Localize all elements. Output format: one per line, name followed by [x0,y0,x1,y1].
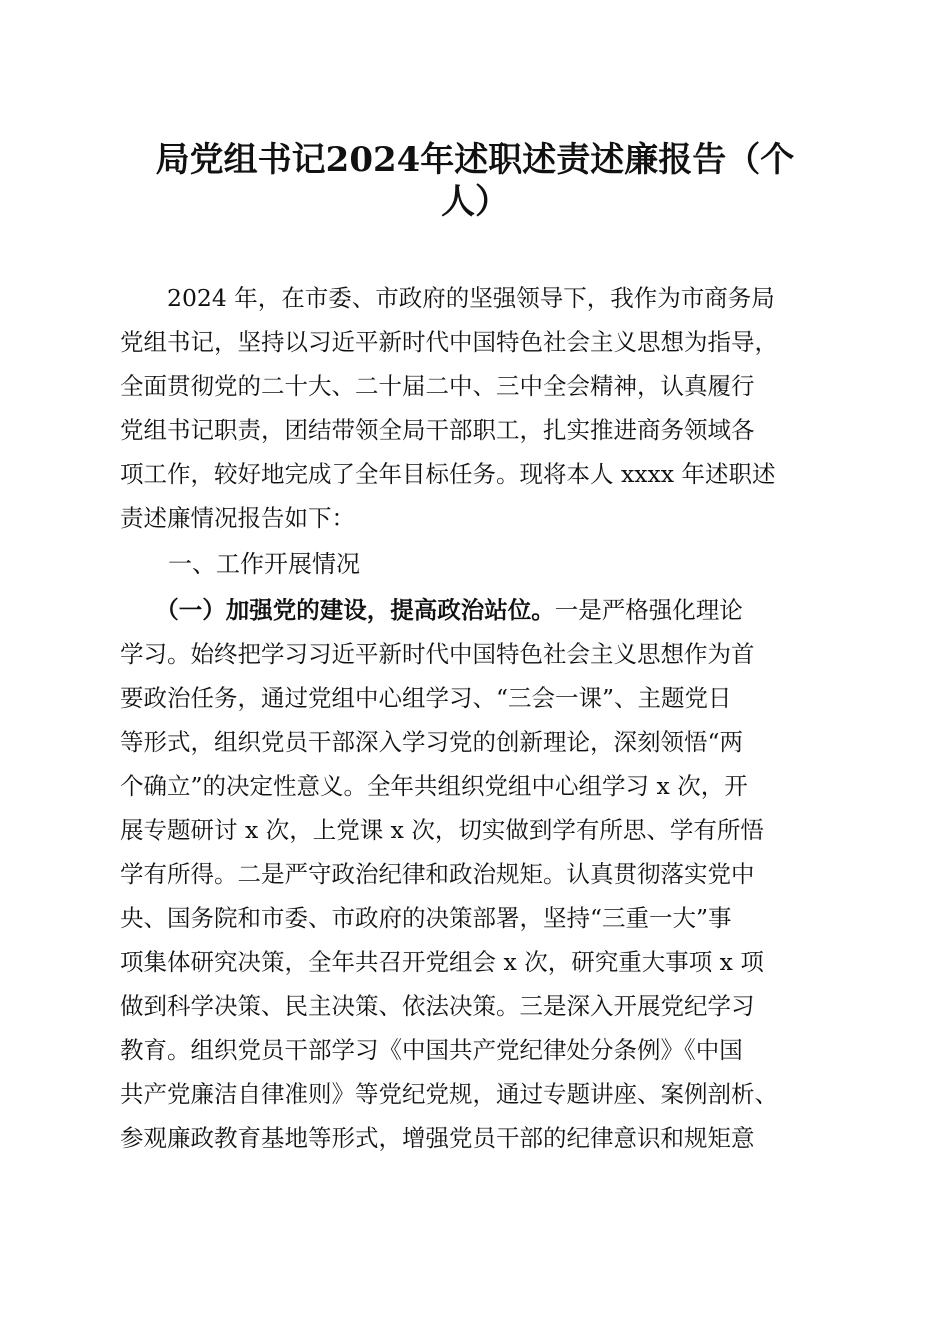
subsection-lead: （一）加强党的建设，提高政治站位。 [120,596,555,624]
intro-line: 项工作，较好地完成了全年目标任务。现将本人 xxxx 年述职述 [120,460,776,488]
subsection-first-rest: 一是严格强化理论 [554,596,743,624]
body-line: 做到科学决策、民主决策、依法决策。三是深入开展党纪学习 [120,992,755,1020]
body-line: 等形式，组织党员干部深入学习党的创新理论，深刻领悟“两 [120,728,744,756]
body-line: 展专题研讨 x 次，上党课 x 次，切实做到学有所思、学有所悟 [120,816,764,844]
body-line: 项集体研究决策，全年共召开党组会 x 次，研究重大事项 x 项 [120,948,764,976]
subsection-first-line [120,588,840,632]
intro-line: 党组书记，坚持以习近平新时代中国特色社会主义思想为指导， [120,328,778,356]
body-line: 要政治任务，通过党组中心组学习、“三会一课”、主题党日 [120,684,732,712]
body-line: 学习。始终把学习习近平新时代中国特色社会主义思想作为首 [120,640,755,668]
document-title-line-1: 局党组书记2024年述职述责述廉报告（个 [155,140,795,180]
document-title-line-2: 人） [441,182,509,222]
body-line: 参观廉政教育基地等形式，增强党员干部的纪律意识和规矩意 [120,1124,755,1152]
body-line: 央、国务院和市委、市政府的决策部署，坚持“三重一大”事 [120,904,732,932]
body-line: 学有所得。二是严守政治纪律和政治规矩。认真贯彻落实党中 [120,860,755,888]
intro-line: 党组书记职责，团结带领全局干部职工，扎实推进商务领域各 [120,416,755,444]
intro-line: 全面贯彻党的二十大、二十届二中、三中全会精神，认真履行 [120,372,755,400]
intro-line: 责述廉情况报告如下： [120,504,355,532]
body-line: 个确立”的决定性意义。全年共组织党组中心组学习 x 次，开 [120,772,748,800]
intro-line: 2024 年，在市委、市政府的坚强领导下，我作为市商务局 [120,284,775,312]
body-line: 教育。组织党员干部学习《中国共产党纪律处分条例》《中国 [120,1036,743,1064]
body-line: 共产党廉洁自律准则》等党纪党规，通过专题讲座、案例剖析、 [120,1080,778,1108]
section-heading: 一、工作开展情况 [120,550,360,578]
